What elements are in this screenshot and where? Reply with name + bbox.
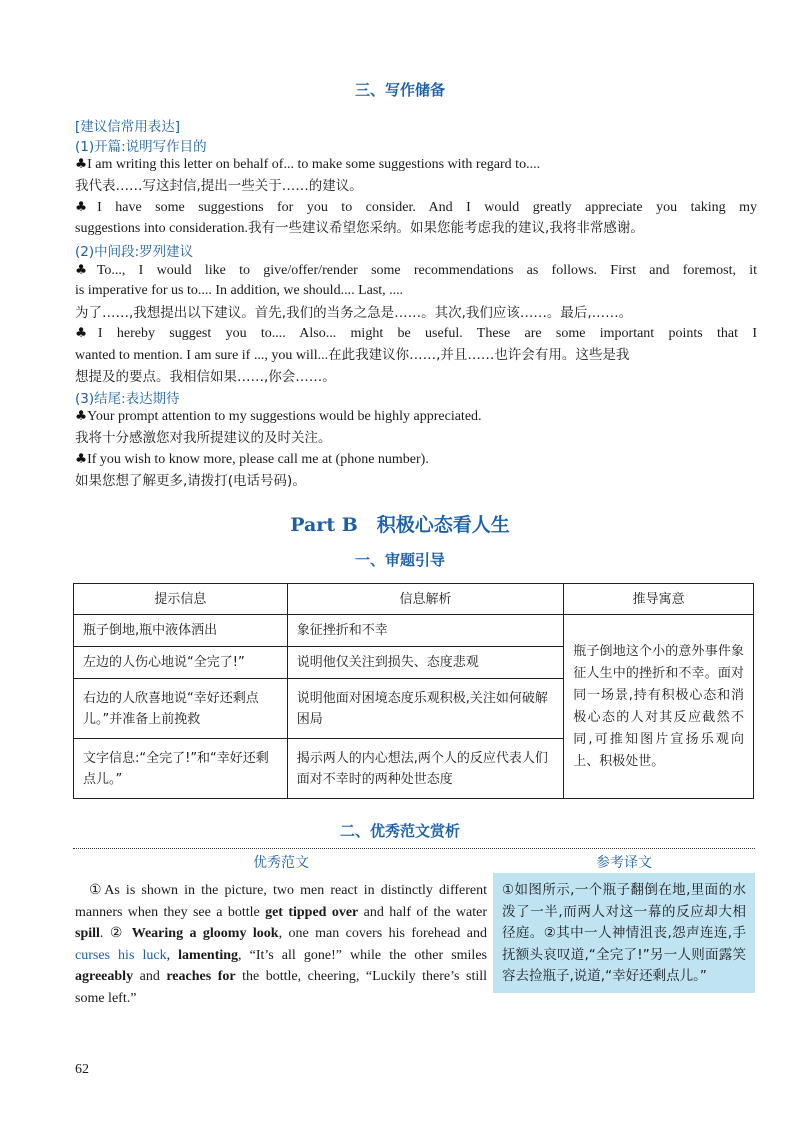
translation-box <box>493 873 755 993</box>
expression-2: ♣I have some suggestions for you to consider. And I would greatly appreciate you taking my <box>75 199 757 215</box>
club-bullet-icon: ♣ <box>75 262 97 278</box>
expression-6-translation: 如果您想了解更多,请拨打(电话号码)。 <box>75 473 306 489</box>
table-cell: 文字信息:“全完了!”和“幸好还剩点儿。” <box>74 739 288 799</box>
club-bullet-icon: ♣ <box>75 199 98 215</box>
expression-4-line-2: wanted to mention. I am sure if ..., you will...在此我建议你……,并且……也许会有用。这些是我 <box>75 347 630 363</box>
expression-3-translation: 为了……,我想提出以下建议。首先,我们的当务之急是……。其次,我们应该……。最后,……。 <box>75 305 633 321</box>
table-cell: 瓶子倒地,瓶中液体洒出 <box>74 615 288 647</box>
expression-5-translation: 我将十分感激您对我所提建议的及时关注。 <box>75 430 332 446</box>
table-header: 推导寓意 <box>564 584 754 615</box>
table-cell: 象征挫折和不幸 <box>287 615 564 647</box>
expression-3-line-2: is imperative for us to.... In addition, we should.... Last, .... <box>75 283 404 298</box>
section-title-guidance: 一、审题引导 <box>354 551 445 569</box>
subheading-ending: (3)结尾:表达期待 <box>75 391 180 407</box>
translation-text: ①如图所示,一个瓶子翻倒在地,里面的水泼了一半,而两人对这一幕的反应却大相径庭。②其中一人神情沮丧,怨声连连,手抚额头哀叹道,“全完了!”另一人则面露笑容去捡瓶子,说道,“幸好还剩点儿。” <box>502 882 746 984</box>
table-row <box>74 615 754 647</box>
expression-1: ♣I am writing this letter on behalf of... to make some suggestions with regard to.... <box>75 156 541 172</box>
table-cell: 右边的人欣喜地说“幸好还剩点儿。”并准备上前挽救 <box>74 679 288 739</box>
table-merged-cell: 瓶子倒地这个小的意外事件象征人生中的挫折和不幸。面对同一场景,持有积极心态和消极心态的人对其反应截然不同,可推知图片宣扬乐观向上、积极处世。 <box>564 615 754 799</box>
model-essay: ①As is shown in the picture, two men react in distinctly different manners when they see a bottle get tipped over and half of the water spill. ② Wearing a gloomy look, one man covers his forehead and curses his luck, lamenting, “It’s all gone!” while the other smiles agreeably and reaches for the bottle, cheering, “Luckily there’s still some left.” <box>75 883 488 1006</box>
expression-3: ♣To..., I would like to give/offer/render some recommendations as follows. First and foremost, it <box>75 262 757 278</box>
expression-2-line-2: suggestions into consideration.我有一些建议希望您采纳。如果您能考虑我的建议,我将非常感谢。 <box>75 220 644 236</box>
page-number: 62 <box>75 1062 89 1077</box>
table-cell: 左边的人伤心地说“全完了!” <box>74 647 288 679</box>
section-title-model-essay: 二、优秀范文赏析 <box>339 822 460 840</box>
expression-4-line-3: 想提及的要点。我相信如果……,你会……。 <box>75 369 336 385</box>
subheading-opening: (1)开篇:说明写作目的 <box>75 139 207 155</box>
dotted-divider <box>73 848 755 849</box>
expression-1-translation: 我代表……写这封信,提出一些关于……的建议。 <box>75 178 363 194</box>
table-header: 信息解析 <box>287 584 564 615</box>
subheading-middle: (2)中间段:罗列建议 <box>75 244 194 260</box>
expression-5: ♣Your prompt attention to my suggestions would be highly appreciated. <box>75 408 482 424</box>
analysis-table <box>73 583 754 799</box>
club-bullet-icon: ♣ <box>75 408 88 424</box>
table-header: 提示信息 <box>74 584 288 615</box>
column-heading-essay: 优秀范文 <box>253 855 309 871</box>
table-cell: 揭示两人的内心想法,两个人的反应代表人们面对不幸时的两种处世态度 <box>287 739 564 799</box>
expression-4: ♣I hereby suggest you to.... Also... might be useful. These are some important points that I <box>75 325 757 341</box>
section-title-writing-prep: 三、写作储备 <box>354 81 445 99</box>
club-bullet-icon: ♣ <box>75 156 88 172</box>
part-b-title: Part B 积极心态看人生 <box>290 514 510 536</box>
table-cell: 说明他面对困境态度乐观积极,关注如何破解困局 <box>287 679 564 739</box>
club-bullet-icon: ♣ <box>75 325 98 341</box>
table-header-row <box>74 584 754 615</box>
club-bullet-icon: ♣ <box>75 451 88 467</box>
expressions-tag: [建议信常用表达] <box>75 119 181 135</box>
expression-6: ♣If you wish to know more, please call me at (phone number). <box>75 451 429 467</box>
column-heading-translation: 参考译文 <box>596 855 652 871</box>
table-cell: 说明他仅关注到损失、态度悲观 <box>287 647 564 679</box>
